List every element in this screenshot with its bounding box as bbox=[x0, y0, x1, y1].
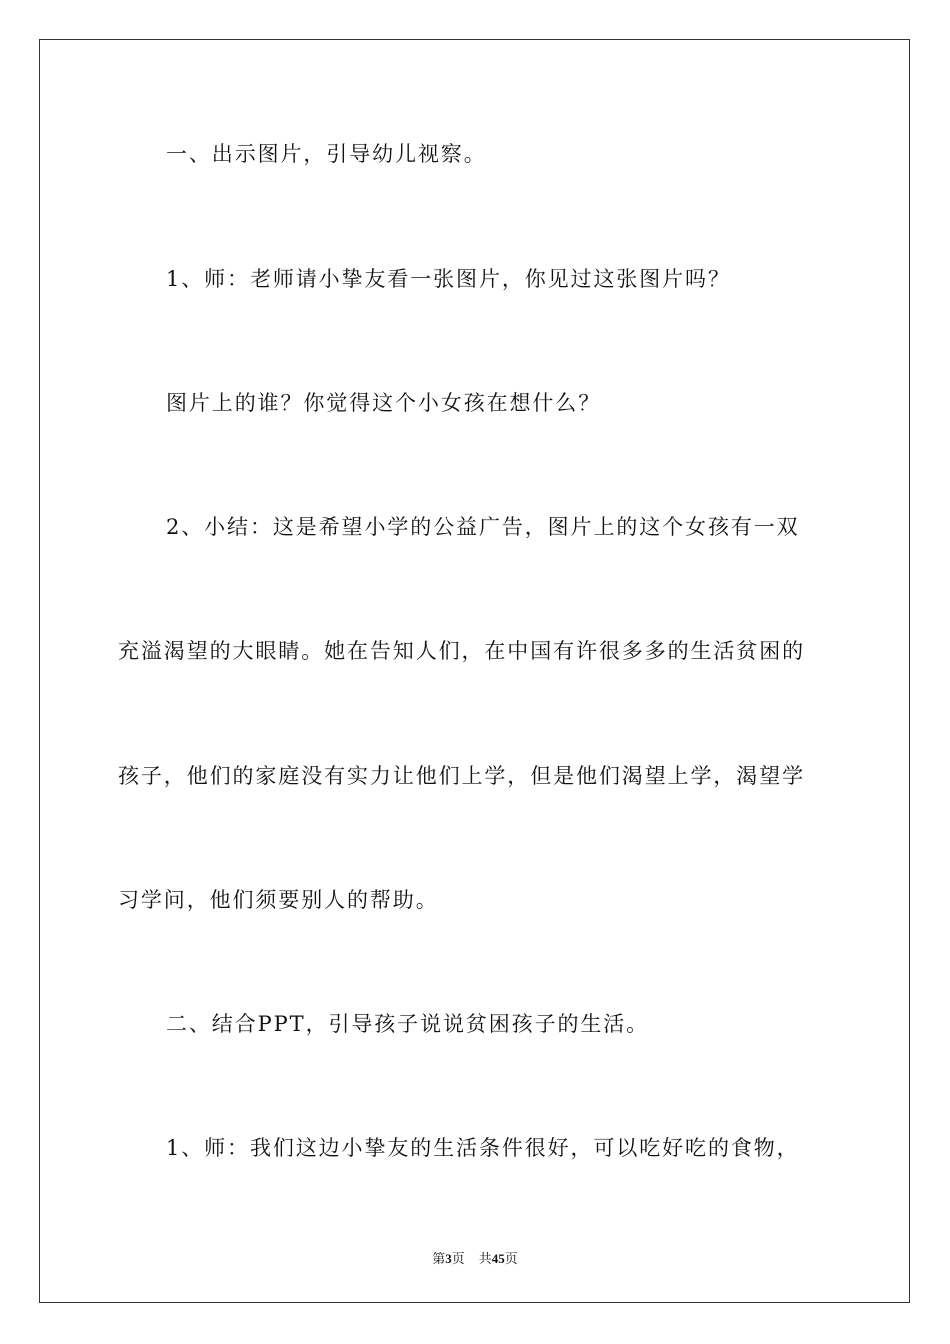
total-prefix: 共 bbox=[478, 1251, 492, 1266]
paragraph-line: 孩子，他们的家庭没有实力让他们上学，但是他们渴望上学，渴望学 bbox=[118, 764, 805, 788]
section-heading-2: 二、结合PPT，引导孩子说说贫困孩子的生活。 bbox=[166, 1012, 650, 1036]
paragraph-line: 充溢渴望的大眼睛。她在告知人们，在中国有许很多多的生活贫困的 bbox=[118, 639, 805, 663]
paragraph-line: 图片上的谁？你觉得这个小女孩在想什么？ bbox=[166, 391, 602, 415]
paragraph-line: 2、小结：这是希望小学的公益广告，图片上的这个女孩有一双 bbox=[166, 515, 800, 539]
page-number: 3 bbox=[445, 1251, 452, 1266]
page-prefix: 第 bbox=[432, 1251, 446, 1266]
paragraph-line: 1、师：我们这边小挚友的生活条件很好，可以吃好吃的食物， bbox=[166, 1136, 800, 1160]
section-heading-1: 一、出示图片，引导幼儿视察。 bbox=[166, 142, 487, 166]
page-footer bbox=[0, 1251, 950, 1267]
page-suffix: 页 bbox=[451, 1251, 465, 1266]
total-pages: 45 bbox=[491, 1251, 505, 1266]
page-border bbox=[39, 39, 910, 1303]
paragraph-line: 习学问，他们须要别人的帮助。 bbox=[118, 888, 439, 912]
total-suffix: 页 bbox=[504, 1251, 518, 1266]
paragraph-line: 1、师：老师请小挚友看一张图片，你见过这张图片吗？ bbox=[166, 267, 731, 291]
